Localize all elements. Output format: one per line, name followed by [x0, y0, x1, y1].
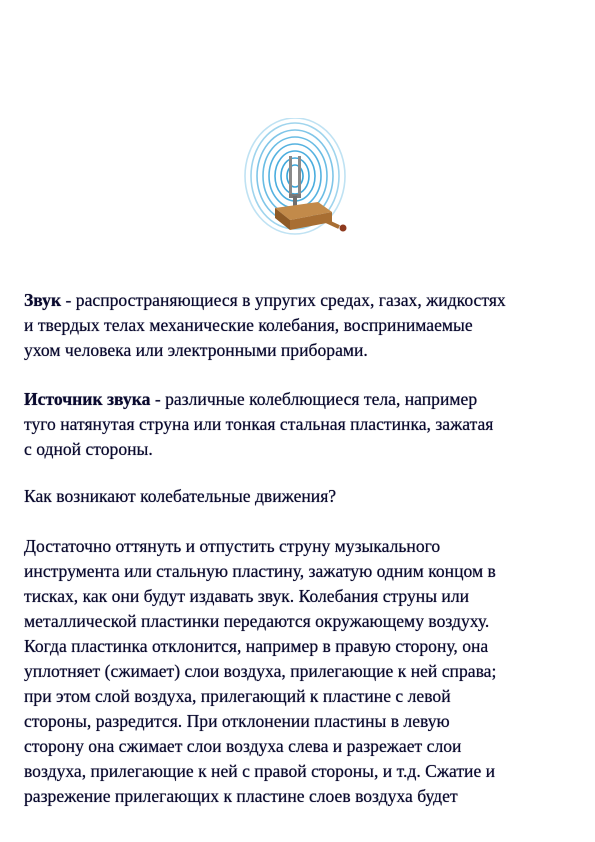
definition-sound-line: и твердых телах механические колебания, воспринимаемые: [24, 315, 473, 335]
term-sound: Звук: [24, 290, 62, 310]
explanation-line: стороны, разредится. При отклонении пластины в левую: [24, 711, 450, 731]
explanation-line: металлической пластинки передаются окружающему воздуху.: [24, 611, 490, 631]
question: [24, 484, 576, 509]
question-text: Как возникают колебательные движения?: [24, 486, 337, 506]
definition-source-line: туго натянутая струна или тонкая стальная пластинка, зажатая: [24, 414, 494, 434]
explanation-line: инструмента или стальную пластину, зажатую одним концом в: [24, 561, 496, 581]
definition-sound-line: ухом человека или электронными приборами.: [24, 340, 368, 360]
explanation-line: Достаточно оттянуть и отпустить струну музыкального: [24, 536, 441, 556]
explanation-line: Когда пластинка отклонится, например в правую сторону, она: [24, 636, 489, 656]
explanation-line: уплотняет (сжимает) слои воздуха, прилегающие к ней справа;: [24, 661, 497, 681]
explanation-line: при этом слой воздуха, прилегающий к пластине с левой: [24, 686, 451, 706]
definition-source: [24, 387, 576, 462]
definition-source-line: - различные колеблющиеся тела, например: [150, 389, 478, 409]
tuning-fork-sound-waves-icon: [240, 118, 350, 243]
explanation-line: воздуха, прилегающие к ней с правой стороны, и т.д. Сжатие и: [24, 761, 496, 781]
definition-sound: [24, 288, 576, 363]
explanation-line: разрежение прилегающих к пластине слоев воздуха будет: [24, 786, 458, 806]
explanation-line: тисках, как они будут издавать звук. Колебания струны или: [24, 586, 470, 606]
explanation-line: сторону она сжимает слои воздуха слева и разрежает слои: [24, 736, 462, 756]
definition-source-line: с одной стороны.: [24, 439, 153, 459]
term-sound-source: Источник звука: [24, 389, 151, 409]
definition-sound-line: - распространяющиеся в упругих средах, газах, жидкостях: [61, 290, 506, 310]
explanation: [24, 534, 576, 809]
